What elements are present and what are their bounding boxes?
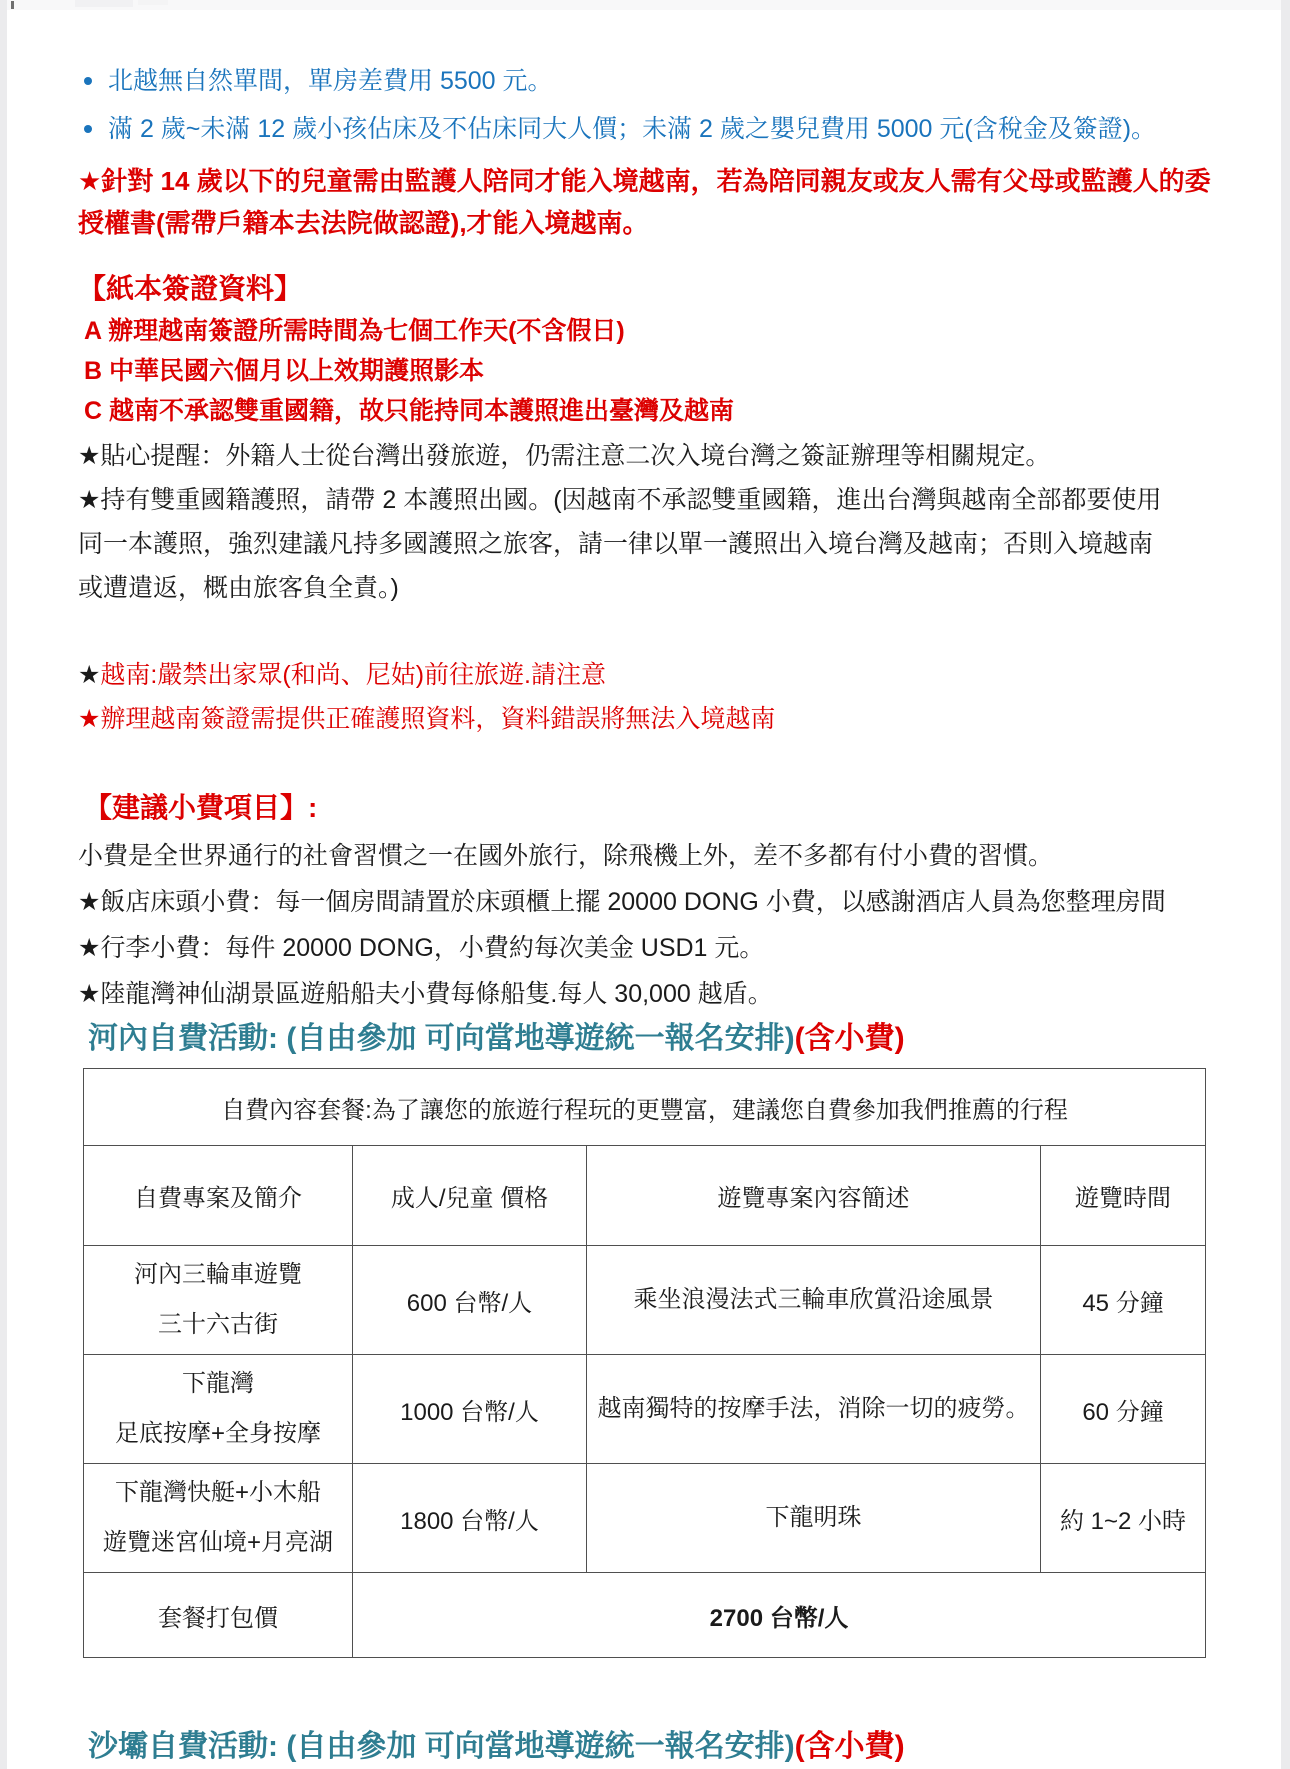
description-cell: 乘坐浪漫法式三輪車欣賞沿途風景: [587, 1246, 1041, 1355]
visa-note: 同一本護照，強烈建議凡持多國護照之旅客，請一律以單一護照出入境台灣及越南；否則入境越南: [78, 530, 1154, 558]
pricing-bullet-list: [78, 62, 1214, 148]
program-name-cell: [84, 1355, 353, 1464]
price-cell: 1800 台幣/人: [353, 1464, 587, 1573]
hanoi-optional-activities-table: [83, 1068, 1206, 1658]
table-caption: 自費內容套餐:為了讓您的旅遊行程玩的更豐富，建議您自費參加我們推薦的行程: [84, 1069, 1206, 1146]
table-header-row: [84, 1146, 1206, 1246]
tips-section-title: 【建議小費項目】:: [84, 792, 318, 823]
list-item: [84, 62, 1214, 100]
visa-item-b: B 中華民國六個月以上效期護照影本: [84, 357, 485, 385]
star-icon: ★: [78, 661, 101, 689]
package-label-cell: 套餐打包價: [84, 1573, 353, 1658]
list-item: [84, 110, 1214, 148]
passport-data-note: [78, 704, 1214, 734]
tip-line: 小費是全世界通行的社會習慣之一在國外旅行，除飛機上外，差不多都有付小費的習慣。: [78, 842, 1054, 870]
program-name-cell: [84, 1246, 353, 1355]
heading-main-text: 河內自費活動: (自由參加 可向當地導遊統一報名安排): [88, 1022, 795, 1055]
column-header-price: 成人/兒童 價格: [353, 1146, 587, 1246]
tip-line: ★行李小費：每件 20000 DONG，小費約每次美金 USD1 元。: [78, 934, 765, 962]
program-name-line: 遊覽迷宮仙境+月亮湖: [102, 1529, 333, 1556]
program-name-line: 下龍灣快艇+小木船: [114, 1479, 321, 1506]
price-cell: 1000 台幣/人: [353, 1355, 587, 1464]
column-header-description: 遊覽專案內容簡述: [587, 1146, 1041, 1246]
tip-included-label: (含小費): [794, 1730, 905, 1763]
package-price-row: [84, 1573, 1206, 1658]
package-price-cell: 2700 台幣/人: [353, 1573, 1206, 1658]
description-cell: 越南獨特的按摩手法，消除一切的疲勞。: [587, 1355, 1041, 1464]
note-text: 辦理越南簽證需提供正確護照資料，資料錯誤將無法入境越南: [100, 705, 776, 733]
warning-line: ★針對 14 歲以下的兒童需由監護人陪同才能入境越南，若為陪同親友或友人需有父母或監護人的委: [78, 166, 1211, 196]
visa-note: 或遭遣返，概由旅客負全責。): [78, 574, 399, 602]
column-header-duration: 遊覽時間: [1041, 1146, 1206, 1246]
visa-item-a: A 辦理越南簽證所需時間為七個工作天(不含假日): [84, 317, 625, 345]
tip-line: ★陸龍灣神仙湖景區遊船船夫小費每條船隻.每人 30,000 越盾。: [78, 980, 773, 1008]
page-right-edge: [1281, 0, 1290, 1769]
tip-line: ★飯店床頭小費：每一個房間請置於床頭櫃上擺 20000 DONG 小費，以感謝酒店人員為您整理房間: [78, 888, 1166, 916]
sapa-activities-heading: [78, 1728, 1214, 1766]
visa-item-c: C 越南不承認雙重國籍，故只能持同本護照進出臺灣及越南: [84, 397, 735, 425]
cropped-text-remnant: [11, 1, 14, 9]
visa-note: ★貼心提醒：外籍人士從台灣出發旅遊，仍需注意二次入境台灣之簽証辦理等相關規定。: [78, 442, 1051, 470]
bullet-icon: [84, 77, 92, 85]
single-room-fee-text: 北越無自然單間，單房差費用 5500 元。: [108, 67, 553, 95]
tip-included-label: (含小費): [794, 1022, 905, 1055]
table-row: [84, 1355, 1206, 1464]
program-name-cell: [84, 1464, 353, 1573]
program-name-line: 河內三輪車遊覽: [134, 1261, 302, 1288]
monk-restriction-note: [78, 660, 1214, 690]
guardian-warning-paragraph: [78, 160, 1214, 244]
table-caption-row: [84, 1069, 1206, 1146]
star-icon: ★: [78, 705, 101, 733]
warning-line: 授權書(需帶戶籍本去法院做認證),才能入境越南。: [78, 208, 649, 238]
table-row: [84, 1464, 1206, 1573]
column-header-program: 自費專案及簡介: [84, 1146, 353, 1246]
duration-cell: 45 分鐘: [1041, 1246, 1206, 1355]
program-name-line: 三十六古街: [158, 1311, 278, 1338]
description-cell: 下龍明珠: [587, 1464, 1041, 1573]
duration-cell: 約 1~2 小時: [1041, 1464, 1206, 1573]
table-row: [84, 1246, 1206, 1355]
document-content: [78, 0, 1214, 1766]
heading-main-text: 沙壩自費活動: (自由參加 可向當地導遊統一報名安排): [88, 1730, 795, 1763]
program-name-line: 下龍灣: [182, 1370, 254, 1397]
visa-note: ★持有雙重國籍護照，請帶 2 本護照出國。(因越南不承認雙重國籍，進出台灣與越南全部都要使用: [78, 486, 1162, 514]
hanoi-activities-heading: [78, 1020, 1214, 1058]
duration-cell: 60 分鐘: [1041, 1355, 1206, 1464]
note-text: 越南:嚴禁出家眾(和尚、尼姑)前往旅遊.請注意: [100, 661, 606, 689]
visa-section-title: 【紙本簽證資料】: [78, 273, 303, 304]
child-infant-fee-text: 滿 2 歲~未滿 12 歲小孩佔床及不佔床同大人價；未滿 2 歲之嬰兒費用 5000 元(含稅金及簽證)。: [108, 115, 1157, 143]
price-cell: 600 台幣/人: [353, 1246, 587, 1355]
bullet-icon: [84, 125, 92, 133]
program-name-line: 足底按摩+全身按摩: [114, 1420, 321, 1447]
page-left-edge: [0, 0, 7, 1769]
